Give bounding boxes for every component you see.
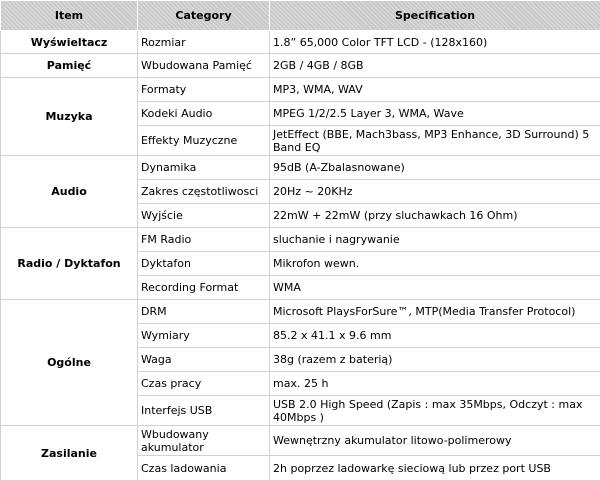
group-item-cell: Muzyka <box>1 78 138 156</box>
spec-cell: 20Hz ~ 20KHz <box>270 180 600 204</box>
table-row <box>1 426 600 456</box>
category-cell: Zakres częstotliwosci <box>138 180 270 204</box>
spec-cell: 2h poprzez ladowarkę sieciową lub przez port USB <box>270 456 600 481</box>
category-cell: Rozmiar <box>138 31 270 54</box>
table-row <box>1 54 600 78</box>
spec-cell: max. 25 h <box>270 372 600 396</box>
group-item-cell: Audio <box>1 156 138 228</box>
category-cell: Wbudowana Pamięć <box>138 54 270 78</box>
category-cell: Formaty <box>138 78 270 102</box>
category-cell: Wbudowany akumulator <box>138 426 270 456</box>
spec-cell: MPEG 1/2/2.5 Layer 3, WMA, Wave <box>270 102 600 126</box>
table-row <box>1 228 600 252</box>
spec-cell: 1.8” 65,000 Color TFT LCD - (128x160) <box>270 31 600 54</box>
category-cell: Czas ladowania <box>138 456 270 481</box>
table-row <box>1 300 600 324</box>
category-cell: Wyjście <box>138 204 270 228</box>
group-item-cell: Pamięć <box>1 54 138 78</box>
spec-cell: MP3, WMA, WAV <box>270 78 600 102</box>
table-row <box>1 31 600 54</box>
header-category: Category <box>138 1 270 31</box>
category-cell: Waga <box>138 348 270 372</box>
category-cell: Dyktafon <box>138 252 270 276</box>
header-item: Item <box>1 1 138 31</box>
spec-cell: 38g (razem z baterią) <box>270 348 600 372</box>
group-item-cell: Ogólne <box>1 300 138 426</box>
category-cell: Kodeki Audio <box>138 102 270 126</box>
header-row <box>1 1 600 31</box>
table-row <box>1 78 600 102</box>
category-cell: Interfejs USB <box>138 396 270 426</box>
spec-cell: Microsoft PlaysForSure™, MTP(Media Transfer Protocol) <box>270 300 600 324</box>
spec-cell: 2GB / 4GB / 8GB <box>270 54 600 78</box>
category-cell: Dynamika <box>138 156 270 180</box>
category-cell: Recording Format <box>138 276 270 300</box>
category-cell: Wymiary <box>138 324 270 348</box>
spec-cell: 95dB (A-Zbalasnowane) <box>270 156 600 180</box>
group-item-cell: Zasilanie <box>1 426 138 481</box>
header-specification: Specification <box>270 1 600 31</box>
spec-cell: JetEffect (BBE, Mach3bass, MP3 Enhance, 3D Surround) 5 Band EQ <box>270 126 600 156</box>
spec-cell: sluchanie i nagrywanie <box>270 228 600 252</box>
spec-cell: USB 2.0 High Speed (Zapis : max 35Mbps, Odczyt : max 40Mbps ) <box>270 396 600 426</box>
spec-cell: 85.2 x 41.1 x 9.6 mm <box>270 324 600 348</box>
group-item-cell: Radio / Dyktafon <box>1 228 138 300</box>
spec-cell: Mikrofon wewn. <box>270 252 600 276</box>
category-cell: FM Radio <box>138 228 270 252</box>
spec-cell: Wewnętrzny akumulator litowo-polimerowy <box>270 426 600 456</box>
spec-cell: 22mW + 22mW (przy sluchawkach 16 Ohm) <box>270 204 600 228</box>
table-row <box>1 156 600 180</box>
group-item-cell: Wyświeltacz <box>1 31 138 54</box>
spec-cell: WMA <box>270 276 600 300</box>
category-cell: Effekty Muzyczne <box>138 126 270 156</box>
category-cell: DRM <box>138 300 270 324</box>
category-cell: Czas pracy <box>138 372 270 396</box>
